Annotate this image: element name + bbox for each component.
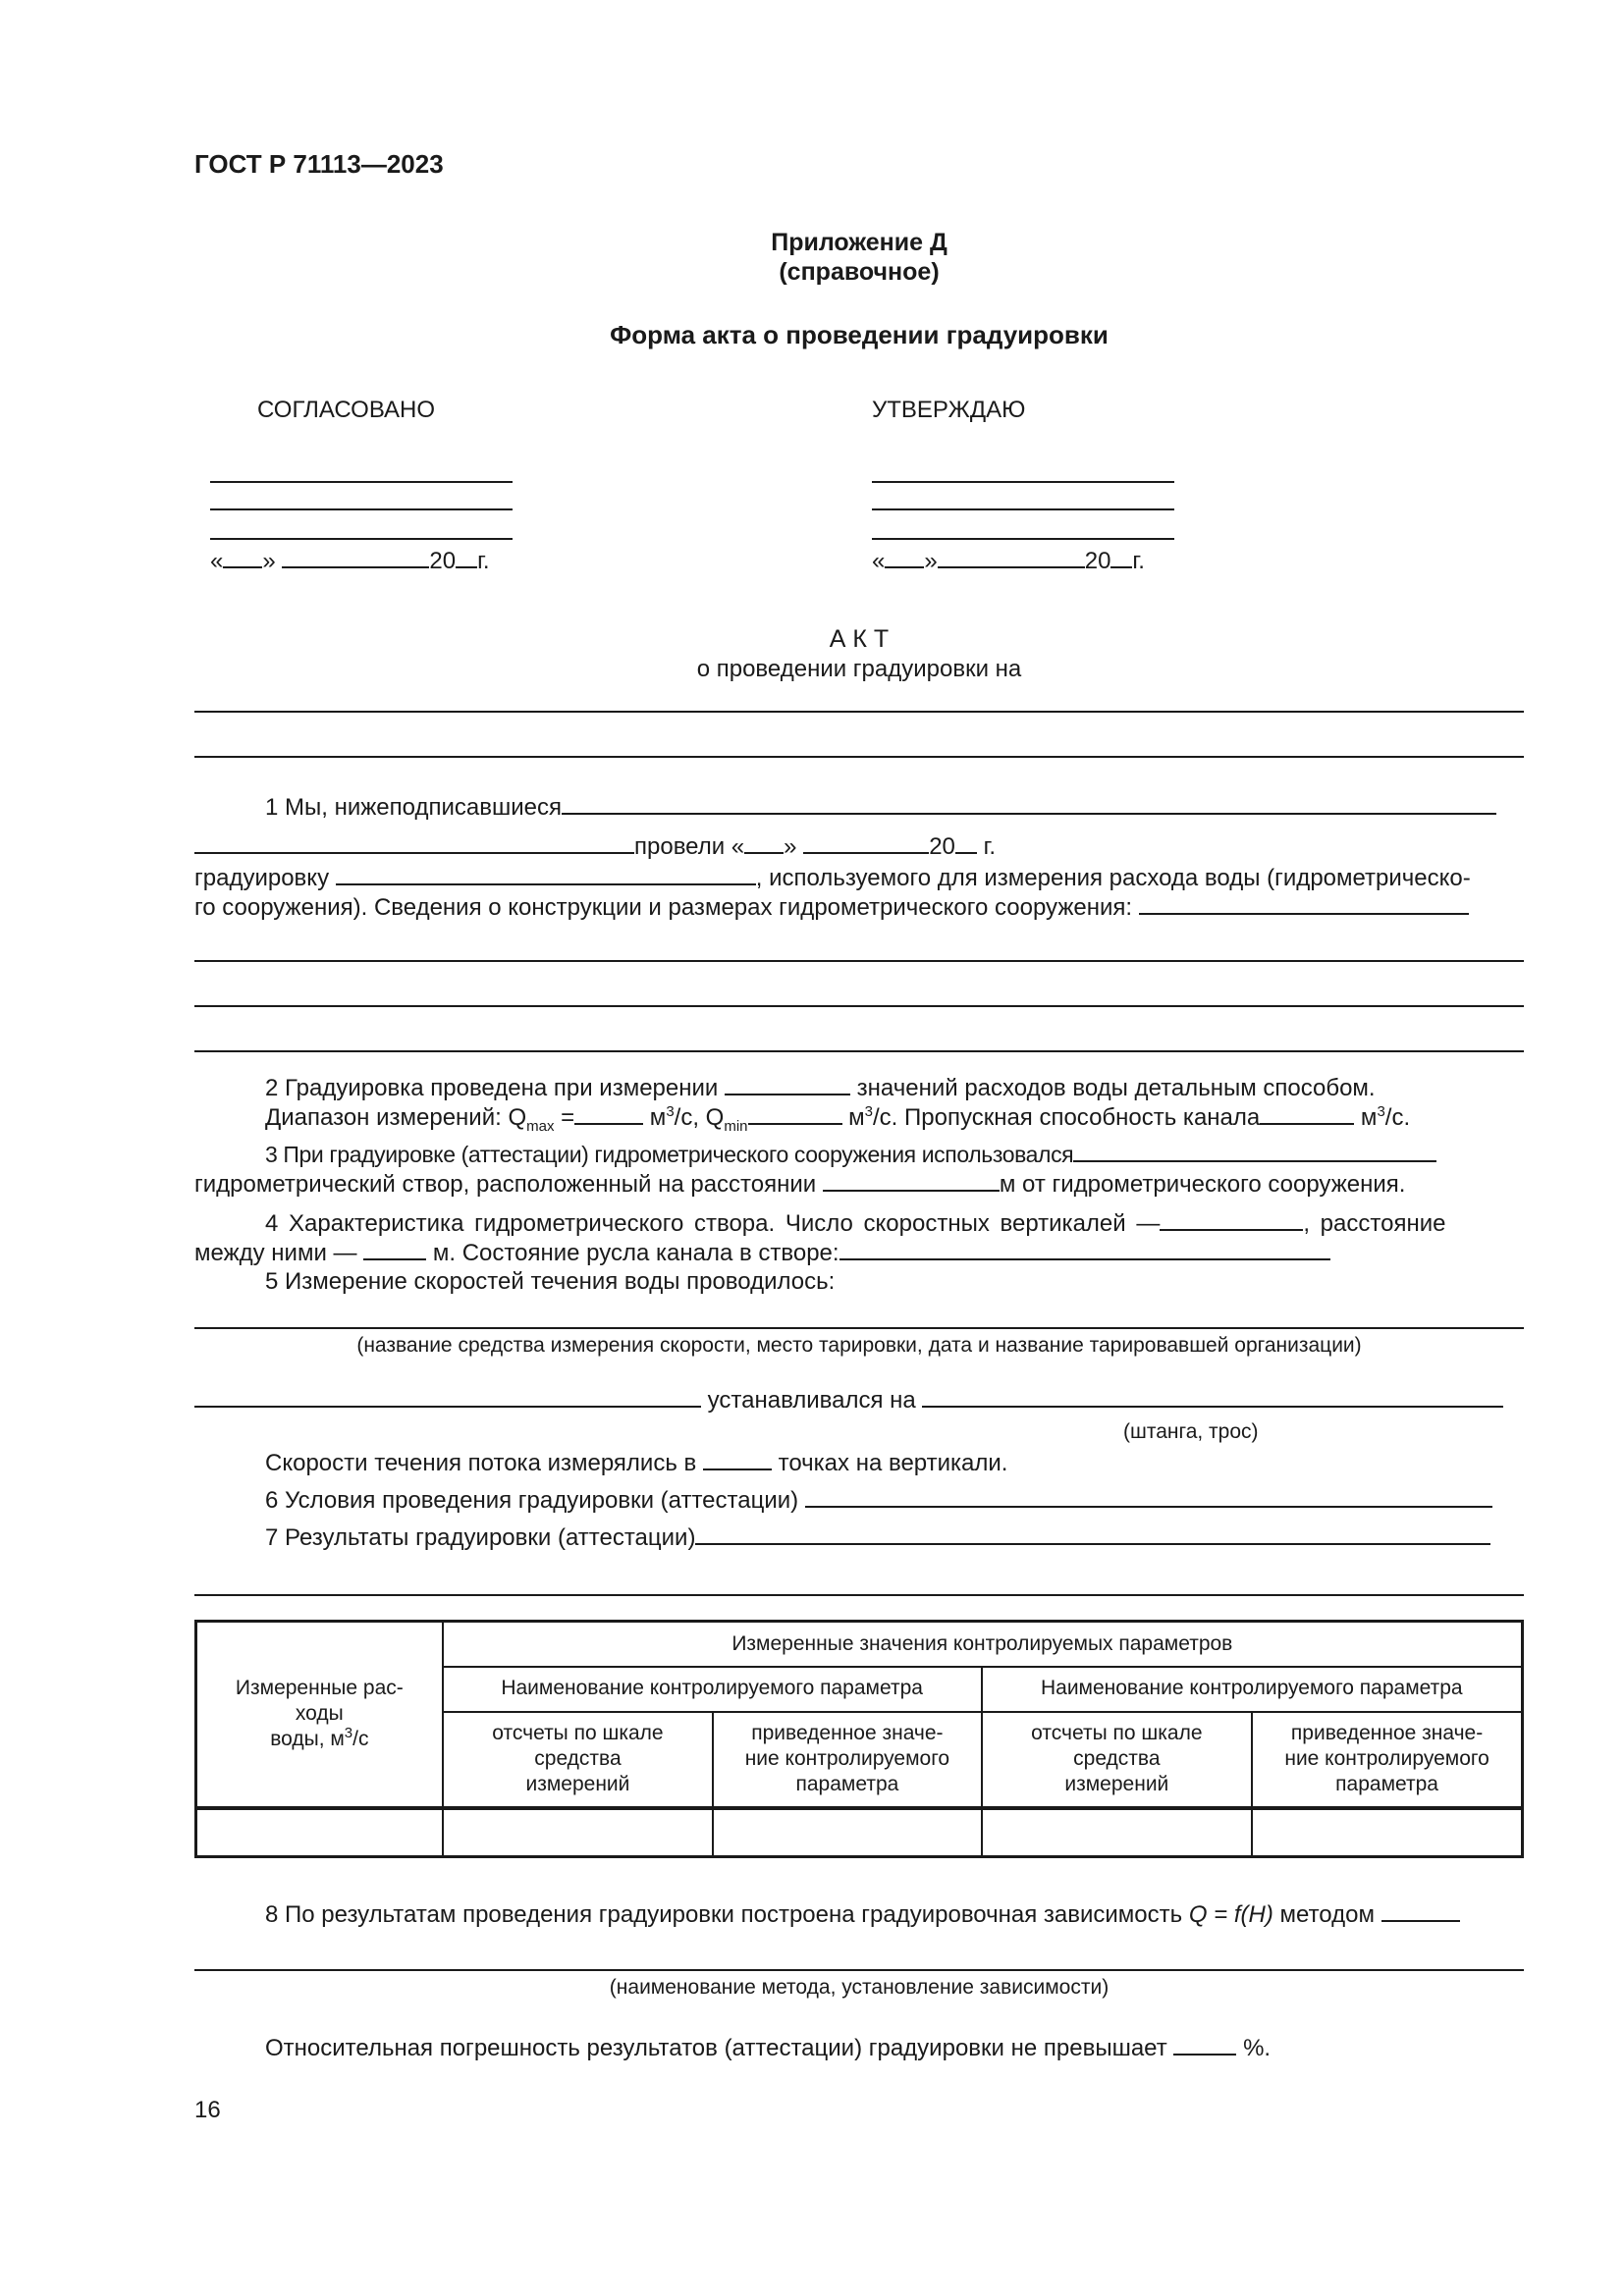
qmin-field[interactable]	[748, 1101, 842, 1125]
left-date-line[interactable]: « » 20 г.	[210, 545, 490, 576]
section-3-line-1: 3 При градуировке (аттестации) гидрометрического сооружения использовался	[265, 1139, 1436, 1169]
section-1-line-1: 1 Мы, нижеподписавшиеся	[265, 791, 1496, 823]
table-cell-4[interactable]	[1252, 1808, 1522, 1857]
section-8-line: 8 По результатам проведения градуировки построена градуировочная зависимость Q = f(H) методом	[265, 1898, 1460, 1930]
scale-readings-header-2: отсчеты по шкале средства измерений	[982, 1712, 1253, 1808]
speed-instrument-line[interactable]	[194, 1327, 1524, 1329]
structure-info-line-3[interactable]	[194, 1050, 1524, 1052]
channel-state-field[interactable]	[839, 1237, 1330, 1260]
section-6-line: 6 Условия проведения градуировки (аттестации)	[265, 1484, 1492, 1516]
right-date-line[interactable]: « » 20 г.	[872, 545, 1145, 576]
param-name-header-1: Наименование контролируемого параметра	[443, 1667, 982, 1712]
table-cell-1[interactable]	[443, 1808, 714, 1857]
instrument-name-field[interactable]	[194, 1384, 701, 1408]
reduced-value-header-2: приведенное значе- ние контролируемого параметра	[1252, 1712, 1522, 1808]
section-5-installed-line: устанавливался на	[194, 1384, 1503, 1415]
measurements-count-field[interactable]	[725, 1072, 850, 1095]
appendix-type: (справочное)	[779, 258, 940, 286]
measured-flow-header: Измеренные рас- ходы воды, $м^3/с$	[196, 1622, 443, 1808]
section-3-line-2: гидрометрический створ, расположенный на расстоянии м от гидрометрического сооружения.	[194, 1168, 1405, 1200]
act-subject-line-2[interactable]	[194, 756, 1524, 758]
right-sign-line-2[interactable]	[872, 508, 1174, 510]
section-5-title: 5 Измерение скоростей течения воды проводилось:	[265, 1268, 836, 1295]
appendix-title: Приложение Д	[771, 229, 947, 256]
standard-code: ГОСТ Р 71113—2023	[194, 149, 444, 179]
section-2-line-2: Диапазон измерений: $Q_{max} = м^3/с$, $Q_{min}$ $м^3/с$. Пропускная способность канала $м^3/с$.	[265, 1103, 1411, 1135]
conditions-field[interactable]	[805, 1484, 1492, 1508]
param-name-header-2: Наименование контролируемого параметра	[982, 1667, 1523, 1712]
capacity-field[interactable]	[1260, 1101, 1354, 1125]
method-field[interactable]	[1381, 1898, 1460, 1922]
section-4-line-1: 4 Характеристика гидрометрического створа. Число скоростных вертикалей — , расстояние	[265, 1207, 1445, 1239]
points-count-field[interactable]	[703, 1447, 772, 1470]
signatories-cont-field[interactable]	[194, 830, 634, 854]
table-cell-3[interactable]	[982, 1808, 1253, 1857]
results-field[interactable]	[695, 1522, 1490, 1545]
table-cell-2[interactable]	[713, 1808, 981, 1857]
act-subtitle: о проведении градуировки на	[696, 656, 1022, 682]
left-sign-line-1[interactable]	[210, 481, 513, 483]
section-1-line-4: го сооружения). Сведения о конструкции и размерах гидрометрического сооружения:	[194, 891, 1469, 923]
distance-field[interactable]	[823, 1168, 1000, 1192]
approved-right-label: УТВЕРЖДАЮ	[872, 397, 1026, 423]
method-line[interactable]	[194, 1969, 1524, 1971]
right-sign-line-1[interactable]	[872, 481, 1174, 483]
structure-info-field[interactable]	[1139, 891, 1469, 915]
right-sign-line-3[interactable]	[872, 538, 1174, 540]
page-number: 16	[194, 2097, 221, 2123]
section-7-line: 7 Результаты градуировки (аттестации)	[265, 1522, 1490, 1553]
group-header: Измеренные значения контролируемых параметров	[443, 1622, 1523, 1667]
section-5-points-line: Скорости течения потока измерялись в точках на вертикали.	[265, 1447, 1007, 1478]
method-caption: (наименование метода, установление зависимости)	[609, 1976, 1110, 1999]
act-subject-line-1[interactable]	[194, 711, 1524, 713]
error-line: Относительная погрешность результатов (аттестации) градуировки не превышает %.	[265, 2032, 1271, 2063]
installed-on-caption: (штанга, трос)	[1123, 1420, 1259, 1443]
verticals-distance-field[interactable]	[363, 1237, 426, 1260]
section-2-line-1: 2 Градуировка проведена при измерении значений расходов воды детальным способом.	[265, 1072, 1376, 1103]
installed-on-field[interactable]	[922, 1384, 1503, 1408]
structure-info-line-1[interactable]	[194, 960, 1524, 962]
section-4-line-2: между ними — м. Состояние русла канала в створе:	[194, 1237, 1330, 1268]
error-field[interactable]	[1173, 2032, 1236, 2056]
reduced-value-header-1: приведенное значе- ние контролируемого параметра	[713, 1712, 981, 1808]
form-title: Форма акта о проведении градуировки	[610, 320, 1109, 349]
section-type-field[interactable]	[1073, 1139, 1436, 1162]
left-sign-line-2[interactable]	[210, 508, 513, 510]
structure-info-line-2[interactable]	[194, 1005, 1524, 1007]
speed-instrument-caption: (название средства измерения скорости, место тарировки, дата и название тарировавшей организации)	[356, 1334, 1362, 1357]
results-table	[194, 1620, 1524, 1858]
scale-readings-header-1: отсчеты по шкале средства измерений	[443, 1712, 714, 1808]
year-field[interactable]	[955, 830, 977, 854]
verticals-count-field[interactable]	[1160, 1207, 1303, 1231]
approved-left-label: СОГЛАСОВАНО	[257, 397, 436, 423]
qmax-field[interactable]	[574, 1101, 643, 1125]
month-field[interactable]	[803, 830, 929, 854]
left-sign-line-3[interactable]	[210, 538, 513, 540]
table-cell-flow[interactable]	[196, 1808, 443, 1857]
signatories-field[interactable]	[562, 791, 1496, 815]
results-line-2[interactable]	[194, 1594, 1524, 1596]
act-title: А К Т	[829, 625, 890, 653]
structure-field[interactable]	[336, 862, 756, 885]
section-1-line-2: провели « » 20 г.	[194, 830, 996, 862]
section-1-line-3: градуировку , используемого для измерения расхода воды (гидрометрическо-	[194, 862, 1471, 893]
day-field[interactable]	[744, 830, 784, 854]
